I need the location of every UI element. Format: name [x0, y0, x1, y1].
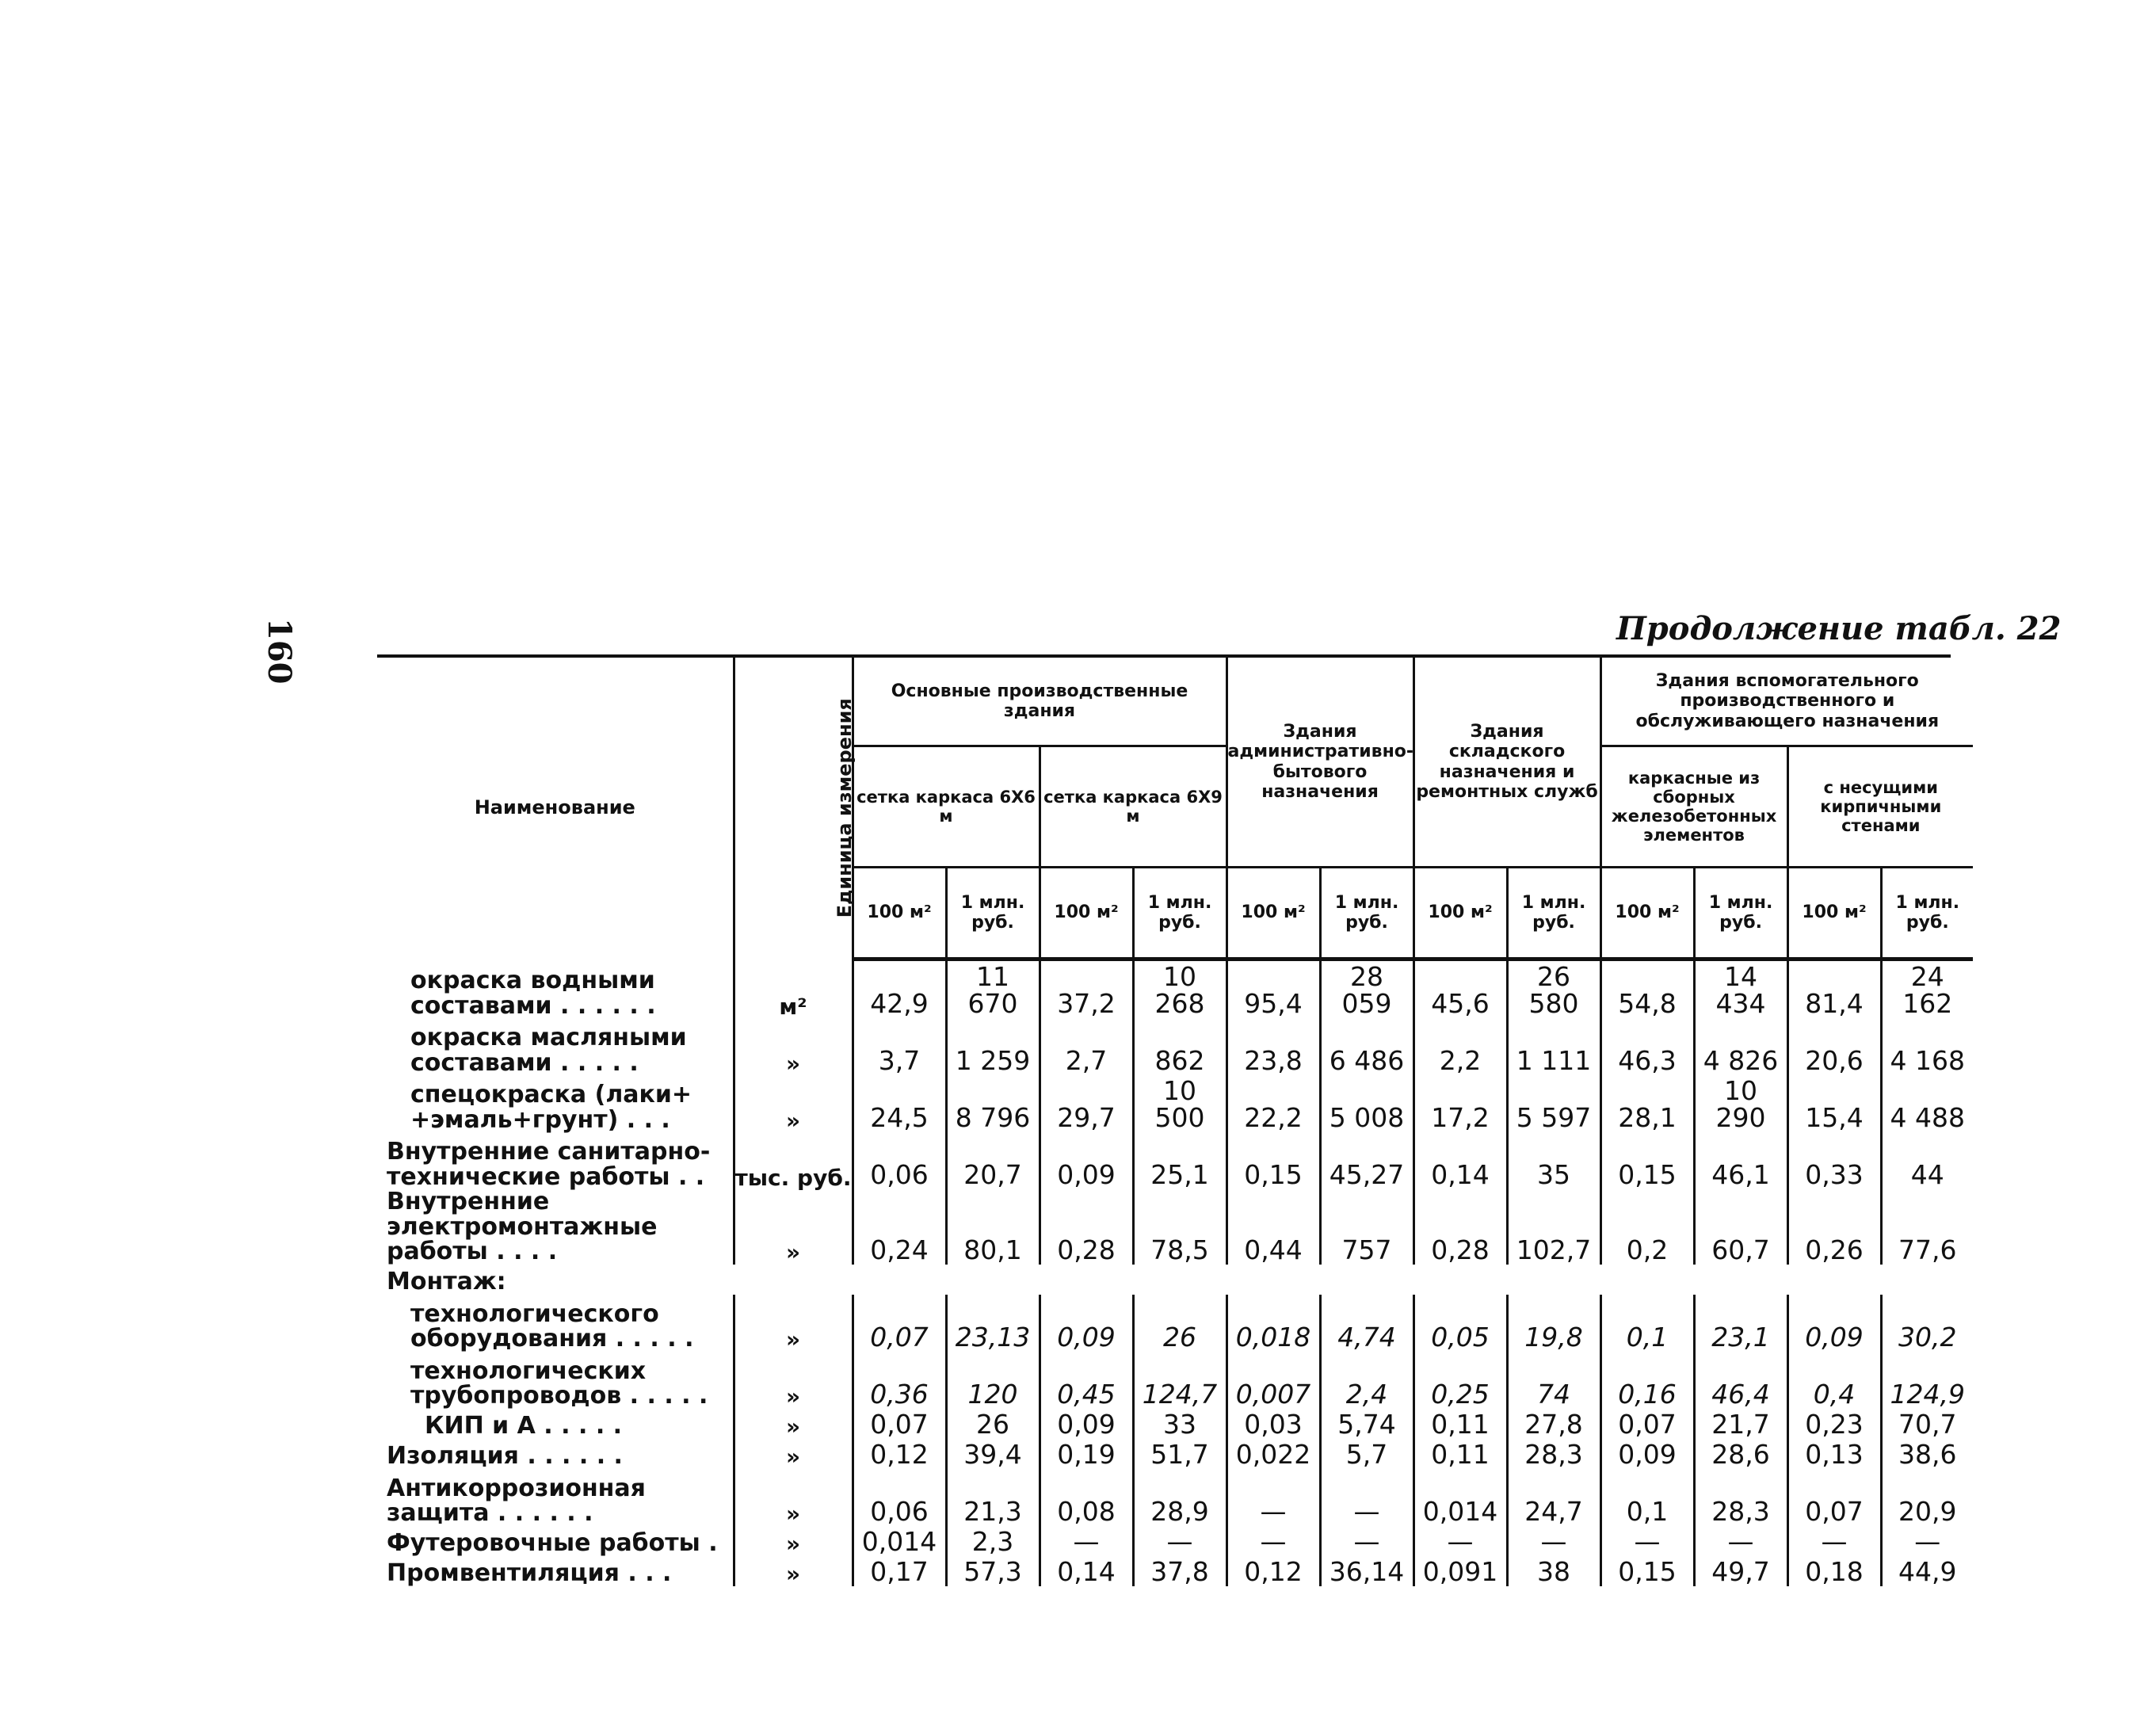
cell-value: 0,28	[1413, 1189, 1507, 1265]
table-row	[377, 1469, 1973, 1526]
cell-value: 11 670	[946, 960, 1040, 1019]
cell-value: —	[1040, 1526, 1133, 1556]
table-row	[377, 1295, 1973, 1352]
cell-value: 0,007	[1227, 1352, 1320, 1409]
cell-value: 46,4	[1694, 1352, 1787, 1409]
subheader-per-area: 100 м²	[1227, 868, 1320, 960]
cell-value: 95,4	[1227, 960, 1320, 1019]
cell-value: 102,7	[1507, 1189, 1600, 1265]
cell-value: 0,15	[1600, 1132, 1694, 1189]
row-name: Изоляция . . . . . .	[387, 1442, 623, 1470]
cell-value: 36,14	[1320, 1556, 1413, 1586]
row-name: Антикоррозионная защита . . . . . .	[387, 1474, 646, 1527]
cell-value: 0,45	[1040, 1352, 1133, 1409]
row-name: Футеровочные работы .	[387, 1529, 718, 1557]
table-row	[377, 1189, 1973, 1265]
cell-value: 46,1	[1694, 1132, 1787, 1189]
cell-value: 37,2	[1040, 960, 1133, 1019]
cell-value: 0,07	[853, 1295, 946, 1352]
header-unit-label: Единица измерения	[833, 698, 856, 918]
cell-value: 0,36	[853, 1352, 946, 1409]
cell-value: 0,07	[1787, 1469, 1881, 1526]
table-row	[377, 1265, 1973, 1295]
row-unit: м²	[734, 960, 853, 1019]
cell-value: 0,4	[1787, 1352, 1881, 1409]
cell-value: 2,2	[1413, 1018, 1507, 1075]
row-name: технологических трубопроводов . . . . .	[410, 1356, 708, 1410]
cell-value: 33	[1133, 1409, 1227, 1439]
table-row	[377, 1526, 1973, 1556]
page-number: 160	[261, 618, 298, 685]
cell-value: 0,06	[853, 1469, 946, 1526]
cell-value: 20,9	[1881, 1469, 1973, 1526]
cell-value: 28,9	[1133, 1469, 1227, 1526]
cell-value: —	[1320, 1469, 1413, 1526]
cell-value: 4 826	[1694, 1018, 1787, 1075]
cell-value: 54,8	[1600, 960, 1694, 1019]
row-unit: тыс. руб.	[734, 1132, 853, 1189]
cell-value: 862	[1133, 1018, 1227, 1075]
cell-value: 44	[1881, 1132, 1973, 1189]
row-name: КИП и А . . . . .	[425, 1412, 623, 1440]
cell-value: 20,7	[946, 1132, 1040, 1189]
cell-value: 15,4	[1787, 1075, 1881, 1132]
cell-value: 74	[1507, 1352, 1600, 1409]
cell-value: —	[1133, 1526, 1227, 1556]
cell-value: 0,06	[853, 1132, 946, 1189]
cell-value: 1 111	[1507, 1018, 1600, 1075]
header-grid-6x6: сетка каркаса 6Х6 м	[853, 746, 1040, 868]
cell-value: 0,11	[1413, 1439, 1507, 1469]
cell-value: 0,09	[1040, 1295, 1133, 1352]
table-body	[377, 960, 1973, 1586]
cell-value: 23,13	[946, 1295, 1040, 1352]
cell-value: —	[1600, 1526, 1694, 1556]
cell-value: 0,09	[1040, 1132, 1133, 1189]
cell-value: 24 162	[1881, 960, 1973, 1019]
cell-value: 2,7	[1040, 1018, 1133, 1075]
table-row	[377, 960, 1973, 1019]
cell-value: —	[1787, 1526, 1881, 1556]
cell-value: 5 008	[1320, 1075, 1413, 1132]
cell-value: 0,17	[853, 1556, 946, 1586]
cell-value: 0,08	[1040, 1469, 1133, 1526]
cell-value: 0,022	[1227, 1439, 1320, 1469]
cell-value: 24,5	[853, 1075, 946, 1132]
cell-value: 5,74	[1320, 1409, 1413, 1439]
cell-value: 30,2	[1881, 1295, 1973, 1352]
subheader-per-million: 1 млн. руб.	[1694, 868, 1787, 960]
cell-value: 10 268	[1133, 960, 1227, 1019]
cell-value: 28,1	[1600, 1075, 1694, 1132]
cell-value: 46,3	[1600, 1018, 1694, 1075]
cell-value: 23,1	[1694, 1295, 1787, 1352]
header-admin: Здания административно-бытового назначения	[1227, 658, 1413, 868]
cell-value: 0,05	[1413, 1295, 1507, 1352]
cell-value: 0,1	[1600, 1469, 1694, 1526]
cell-value: 0,2	[1600, 1189, 1694, 1265]
cell-value: 0,13	[1787, 1439, 1881, 1469]
cell-value: 39,4	[946, 1439, 1040, 1469]
row-name: окраска масляными составами . . . . .	[410, 1024, 687, 1077]
cell-value: 17,2	[1413, 1075, 1507, 1132]
cell-value: 81,4	[1787, 960, 1881, 1019]
cell-value: —	[1320, 1526, 1413, 1556]
cell-value: 0,33	[1787, 1132, 1881, 1189]
cell-value: 124,7	[1133, 1352, 1227, 1409]
cell-value: 124,9	[1881, 1352, 1973, 1409]
header-name: Наименование	[474, 796, 635, 819]
cell-value: 0,09	[1787, 1295, 1881, 1352]
cell-value: 70,7	[1881, 1409, 1973, 1439]
row-unit: »	[734, 1439, 853, 1469]
cell-value: 6 486	[1320, 1018, 1413, 1075]
row-unit: »	[734, 1018, 853, 1075]
cell-value: 78,5	[1133, 1189, 1227, 1265]
cell-value: 0,1	[1600, 1295, 1694, 1352]
cell-value: 22,2	[1227, 1075, 1320, 1132]
row-unit: »	[734, 1526, 853, 1556]
subheader-per-million: 1 млн. руб.	[1133, 868, 1227, 960]
cell-value: 1 259	[946, 1018, 1040, 1075]
table-row	[377, 1439, 1973, 1469]
cell-value: 5,7	[1320, 1439, 1413, 1469]
cell-value: 77,6	[1881, 1189, 1973, 1265]
cell-value: 80,1	[946, 1189, 1040, 1265]
subheader-per-million: 1 млн. руб.	[946, 868, 1040, 960]
cell-value: 28,3	[1694, 1469, 1787, 1526]
cell-value: 49,7	[1694, 1556, 1787, 1586]
subheader-per-area: 100 м²	[1787, 868, 1881, 960]
cell-value: 60,7	[1694, 1189, 1787, 1265]
cell-value: 10 290	[1694, 1075, 1787, 1132]
header-prefab: каркасные из сборных железобетонных элементов	[1600, 746, 1787, 868]
cell-value: 0,25	[1413, 1352, 1507, 1409]
cell-value: 757	[1320, 1189, 1413, 1265]
cell-value: 0,23	[1787, 1409, 1881, 1439]
table-row	[377, 1018, 1973, 1075]
table-continuation-caption: Продолжение табл. 22	[1616, 610, 2062, 647]
cell-value: 3,7	[853, 1018, 946, 1075]
cell-value: 5 597	[1507, 1075, 1600, 1132]
cell-value: —	[1694, 1526, 1787, 1556]
row-name: Внутренние санитарно-технические работы . .	[387, 1138, 711, 1191]
header-storage: Здания складского назначения и ремонтных служб	[1413, 658, 1600, 868]
header-unit	[734, 658, 856, 960]
cell-value: 19,8	[1507, 1295, 1600, 1352]
cell-value: 4 168	[1881, 1018, 1973, 1075]
row-unit: »	[734, 1469, 853, 1526]
header-main-production: Основные производственные здания	[853, 658, 1227, 746]
cell-value: 0,15	[1227, 1132, 1320, 1189]
subheader-per-area: 100 м²	[853, 868, 946, 960]
cell-value: 38	[1507, 1556, 1600, 1586]
row-unit: »	[734, 1075, 853, 1132]
cell-value: 0,26	[1787, 1189, 1881, 1265]
row-unit: »	[734, 1295, 853, 1352]
cell-value: 28,3	[1507, 1439, 1600, 1469]
cell-value: 4 488	[1881, 1075, 1973, 1132]
header-grid-6x9: сетка каркаса 6Х9 м	[1040, 746, 1227, 868]
cell-value: 21,3	[946, 1469, 1040, 1526]
table-row	[377, 1409, 1973, 1439]
cell-value: 0,12	[1227, 1556, 1320, 1586]
cell-value: 20,6	[1787, 1018, 1881, 1075]
row-unit: »	[734, 1556, 853, 1586]
data-table	[377, 658, 1973, 1586]
cell-value: 0,03	[1227, 1409, 1320, 1439]
cell-value: 2,4	[1320, 1352, 1413, 1409]
cell-value: 37,8	[1133, 1556, 1227, 1586]
cell-value: 0,07	[1600, 1409, 1694, 1439]
cell-value: 0,091	[1413, 1556, 1507, 1586]
cell-value: 21,7	[1694, 1409, 1787, 1439]
header-auxiliary: Здания вспомогательного производственного и обслуживающего назначения	[1600, 658, 1973, 746]
row-name: технологического оборудования . . . . .	[410, 1299, 694, 1353]
cell-value: 0,19	[1040, 1439, 1133, 1469]
cell-value: 25,1	[1133, 1132, 1227, 1189]
subheader-per-area: 100 м²	[1600, 868, 1694, 960]
cell-value: 0,014	[853, 1526, 946, 1556]
cell-value: 0,11	[1413, 1409, 1507, 1439]
cell-value: —	[1413, 1526, 1507, 1556]
cell-value: 2,3	[946, 1526, 1040, 1556]
cell-value: 28,6	[1694, 1439, 1787, 1469]
header-brick: с несущими кирпичными стенами	[1787, 746, 1973, 868]
table-row	[377, 1132, 1973, 1189]
cell-value: 38,6	[1881, 1439, 1973, 1469]
cell-value: 26	[946, 1409, 1040, 1439]
cell-value: 10 500	[1133, 1075, 1227, 1132]
row-name: окраска водными составами . . . . . .	[410, 967, 656, 1020]
subheader-per-area: 100 м²	[1413, 868, 1507, 960]
cell-value: 0,14	[1413, 1132, 1507, 1189]
cell-value: 29,7	[1040, 1075, 1133, 1132]
cell-value: 0,014	[1413, 1469, 1507, 1526]
cell-value: 45,27	[1320, 1132, 1413, 1189]
subheader-per-million: 1 млн. руб.	[1320, 868, 1413, 960]
table-row	[377, 1352, 1973, 1409]
cell-value: 4,74	[1320, 1295, 1413, 1352]
cell-value: 26 580	[1507, 960, 1600, 1019]
cell-value: 0,018	[1227, 1295, 1320, 1352]
subheader-per-million: 1 млн. руб.	[1507, 868, 1600, 960]
cell-value: 0,16	[1600, 1352, 1694, 1409]
row-unit: »	[734, 1189, 853, 1265]
cell-value: 42,9	[853, 960, 946, 1019]
cell-value: 35	[1507, 1132, 1600, 1189]
row-name: Внутренние электромонтажные работы . . . .	[387, 1188, 658, 1265]
cell-value: —	[1507, 1526, 1600, 1556]
cell-value: 0,14	[1040, 1556, 1133, 1586]
cell-value: —	[1227, 1469, 1320, 1526]
cell-value: 14 434	[1694, 960, 1787, 1019]
cell-value: —	[1227, 1526, 1320, 1556]
cell-value: 23,8	[1227, 1018, 1320, 1075]
cell-value: 8 796	[946, 1075, 1040, 1132]
cell-value: 45,6	[1413, 960, 1507, 1019]
cell-value: 0,44	[1227, 1189, 1320, 1265]
table-row	[377, 1556, 1973, 1586]
subheader-per-area: 100 м²	[1040, 868, 1133, 960]
cell-value: 0,12	[853, 1439, 946, 1469]
cell-value: 0,07	[853, 1409, 946, 1439]
cell-value: 0,09	[1040, 1409, 1133, 1439]
cell-value: 57,3	[946, 1556, 1040, 1586]
table-row	[377, 1075, 1973, 1132]
cell-value: 24,7	[1507, 1469, 1600, 1526]
cell-value: —	[1881, 1526, 1973, 1556]
cell-value: 51,7	[1133, 1439, 1227, 1469]
cell-value: 0,28	[1040, 1189, 1133, 1265]
cell-value: 0,24	[853, 1189, 946, 1265]
row-name: спецокраска (лаки+ +эмаль+грунт) . . .	[410, 1081, 692, 1134]
row-name: Монтаж:	[387, 1268, 506, 1295]
cell-value: 120	[946, 1352, 1040, 1409]
row-unit: »	[734, 1352, 853, 1409]
subheader-per-million: 1 млн. руб.	[1881, 868, 1973, 960]
cell-value: 44,9	[1881, 1556, 1973, 1586]
row-name: Промвентиляция . . .	[387, 1559, 672, 1587]
cell-value: 27,8	[1507, 1409, 1600, 1439]
cell-value: 0,15	[1600, 1556, 1694, 1586]
cell-value: 0,09	[1600, 1439, 1694, 1469]
cell-value: 28 059	[1320, 960, 1413, 1019]
cell-value: 0,18	[1787, 1556, 1881, 1586]
row-unit: »	[734, 1409, 853, 1439]
cell-value: 26	[1133, 1295, 1227, 1352]
